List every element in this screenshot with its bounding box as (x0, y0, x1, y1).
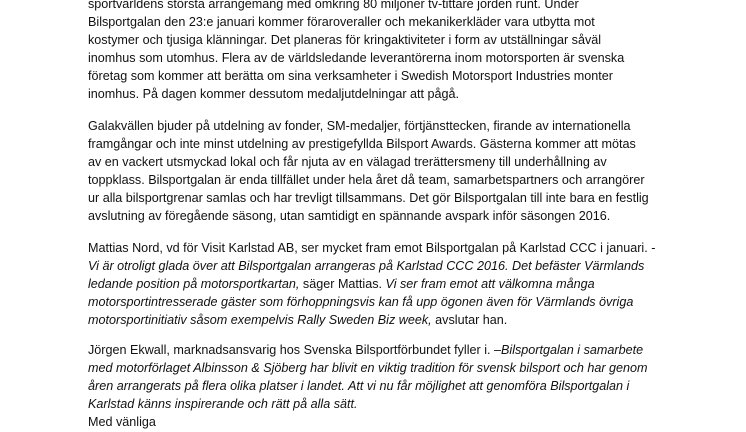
p4-line-2 (88, 358, 648, 378)
p1-line-5: företag som kommer att berätta om sina verksamheter i Swedish Motorsport Industries monter (88, 69, 613, 83)
p1-line-6: inomhus. På dagen kommer dessutom medaljutdelningar att pågå. (88, 87, 460, 101)
closing-line: Med vänliga (88, 415, 156, 429)
p3-quote: Vi ser fram emot att välkomna många (385, 277, 595, 291)
p3-attribution: säger Mattias. (299, 277, 386, 291)
p4-quote: Karlstad känns inspirerande och rätt på alla sätt. (88, 397, 358, 411)
p3-quote: motorsportinitiativ såsom exempelvis Rally Sweden Biz week, (88, 313, 432, 327)
p3-line-1: Mattias Nord, vd för Visit Karlstad AB, ser mycket fram emot Bilsportgalan på Karlstad CCC i januari. - (88, 241, 656, 255)
p2-line-2: framgångar och inte minst utdelning av prestigefyllda Bilsport Awards. Gästerna kommer att mötas (88, 137, 636, 151)
p2-line-1: Galakvällen bjuder på utdelning av fonder, SM-medaljer, förtjänsttecken, firande av internationella (88, 119, 631, 133)
p1-line-1: sportvärldens största arrangemang med omkring 80 miljoner tv-tittare jorden runt. Under (88, 0, 579, 11)
p1-line-2: Bilsportgalan den 23:e januari kommer föraroveraller och mekanikerkläder vara utbytta mot (88, 15, 595, 29)
p1-line-4: inomhus som utomhus. Flera av de världsledande leverantörerna inom motorsporten är svenska (88, 51, 625, 65)
p3-line-5 (88, 310, 507, 330)
p3-line-4 (88, 292, 633, 312)
p4-quote: –Bilsportgalan i samarbete (494, 343, 644, 357)
p3-quote: Vi är otroligt glada över att Bilsportgalan arrangeras på Karlstad CCC 2016. Det befäster Värmlands (88, 259, 645, 273)
p4-line-1 (88, 340, 643, 360)
p4-line-3 (88, 376, 629, 396)
p4-quote: med motorförlaget Albinsson & Sjöberg har blivit en viktig tradition för svensk bilsport och har genom (88, 361, 648, 375)
p2-line-3: av en vackert utsmyckad lokal och får njuta av en välagad trerättersmeny till underhållning av (88, 155, 607, 169)
p4-line-4 (88, 394, 358, 414)
p3-quote: ledande position på motorsportkartan, (88, 277, 300, 291)
p2-line-6: avslutning av föregående säsong, utan samtidigt en spännande avspark inför säsongen 2016. (88, 209, 611, 223)
p3-line-3 (88, 274, 595, 294)
p3-line-2 (88, 256, 644, 276)
p3-attribution: avslutar han. (431, 313, 508, 327)
p4-intro: Jörgen Ekwall, marknadsansvarig hos Svenska Bilsportförbundet fyller i. (88, 343, 494, 357)
p1-line-3: kostymer och tjusiga klänningar. Det planeras för kringaktiviteter i form av utställningar såväl (88, 33, 602, 47)
p2-line-5: ur alla bilsportgrenar samlas och har trevligt tillsammans. Det gör Bilsportgalan till inte bara en festlig (88, 191, 649, 205)
p4-quote: åren arrangerats på flera olika platser i landet. Att vi nu får möjlighet att genomföra Bilsportgalan i (88, 379, 630, 393)
p3-quote: motorsportintresserade gäster som förhoppningsvis kan få upp ögonen även för Värmlands övriga (88, 295, 634, 309)
p2-line-4: toppklass. Bilsportgalan är enda tillfället under hela året då team, samarbetspartners och arrangörer (88, 173, 645, 187)
